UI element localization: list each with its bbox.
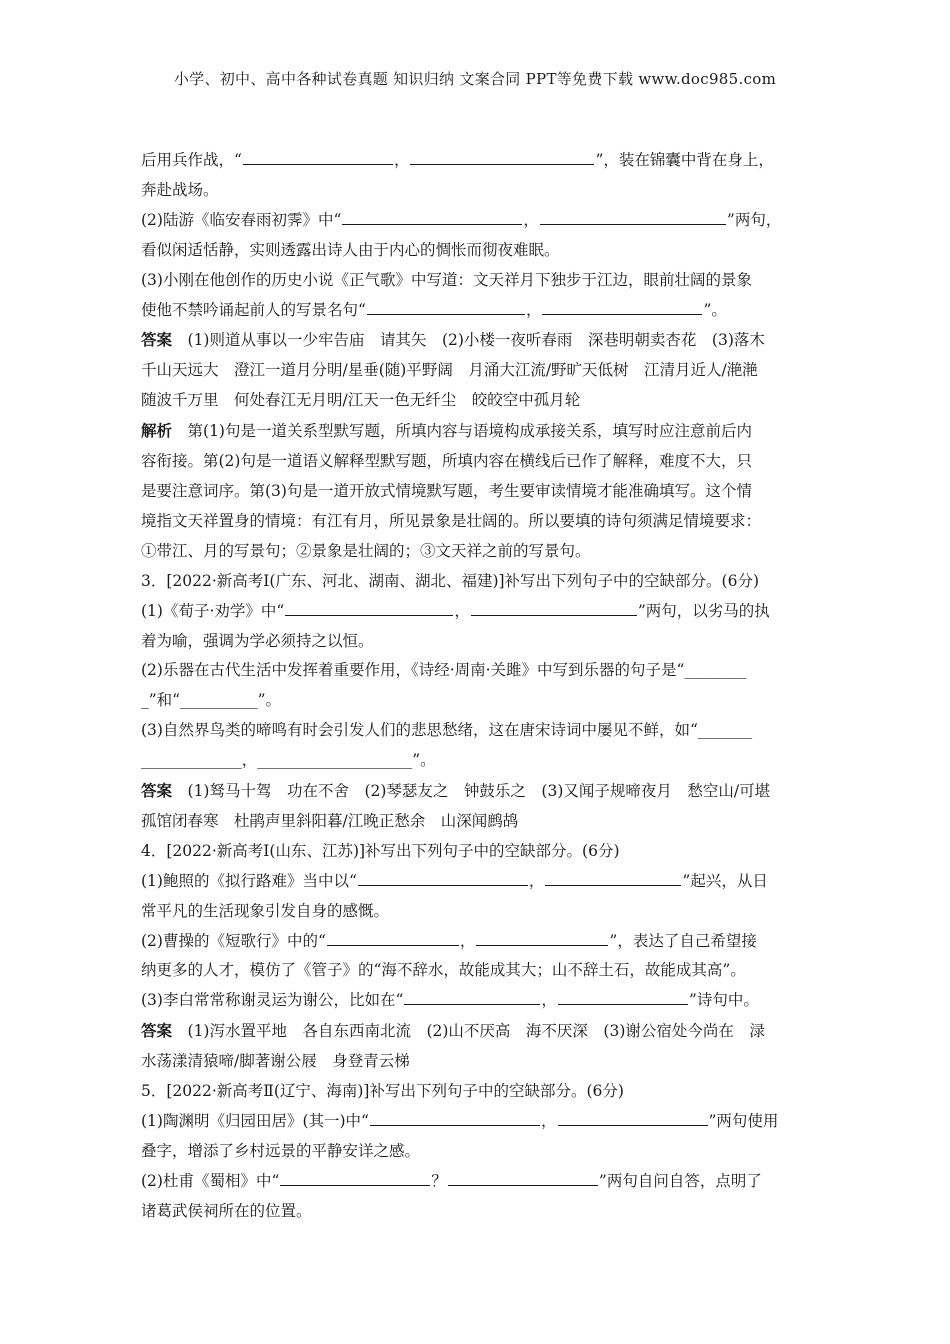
text-line: 叠字，增添了乡村远景的平静安详之感。 [141, 1141, 421, 1160]
text-line: 奔赴战场。 [141, 180, 219, 199]
page-header: 小学、初中、高中各种试卷真题 知识归纳 文案合同 PPT等免费下载 www.doc985.com [173, 70, 777, 88]
analysis-line: ①带江、月的写景句；②景象是壮阔的；③文天祥之前的写景句。 [141, 541, 591, 560]
analysis-label: 解析 [141, 421, 173, 441]
fill-blank [471, 599, 637, 616]
fill-blank [243, 148, 393, 165]
question-heading: 4．[2022·新高考Ⅰ(山东、江苏)]补写出下列句子中的空缺部分。(6分) [141, 841, 620, 860]
analysis-line: 境指文天祥置身的情境：有江有月，所见景象是壮阔的。所以要填的诗句须满足情境要求： [141, 511, 762, 530]
fill-blank [540, 208, 726, 225]
text-line: (1)陶渊明《归园田居》(其一)中“ ， ”两句使用 [141, 1107, 813, 1137]
text-line: 使他不禁吟诵起前人的写景名句“ ， ”。 [141, 296, 813, 326]
fill-blank [327, 929, 459, 946]
fill-blank [545, 869, 681, 886]
question-heading: 3．[2022·新高考Ⅰ(广东、河北、湖南、湖北、福建)]补写出下列句子中的空缺部分。(6分) [141, 571, 760, 590]
text-line: 纳更多的人才，模仿了《管子》的“海不辞水，故能成其大；山不辞土石，故能成其高”。 [141, 961, 746, 980]
text-line: (1)鲍照的《拟行路难》当中以“ ， ”起兴，从日 [141, 867, 813, 897]
text-line: (2)乐器在古代生活中发挥着重要作用，《诗经·周南·关雎》中写到乐器的句子是“________ [141, 661, 747, 680]
text-line: (3)李白常常称谢灵运为谢公，比如在“ ， ”诗句中。 [141, 986, 813, 1016]
answer-label: 答案 [141, 781, 173, 801]
answer-line: 孤馆闭春寒 杜鹃声里斜阳暮/江晚正愁余 山深闻鹧鸪 [141, 811, 519, 830]
text-line: _____________，____________________”。 [141, 751, 436, 770]
text-line: (3)小刚在他创作的历史小说《正气歌》中写道：文天祥月下独步于江边，眼前壮阔的景象 [141, 270, 752, 289]
text-line: 常平凡的生活现象引发自身的感慨。 [141, 901, 390, 920]
fill-blank [542, 298, 702, 315]
analysis-line: 容衔接。第(2)句是一道语义解释型默写题，所填内容在横线后已作了解释，难度不大，只 [141, 452, 752, 471]
fill-blank [370, 1109, 540, 1126]
answer-line: 答案 (1)则道从事以一少牢告庙 请其矢 (2)小楼一夜听春雨 深巷明朝卖杏花 (3)落木 [141, 330, 765, 350]
fill-blank [558, 1109, 708, 1126]
fill-blank [342, 208, 522, 225]
answer-line: 水荡漾清猿啼/脚著谢公屐 身登青云梯 [141, 1052, 410, 1071]
text-line: 着为喻，强调为学必须持之以恒。 [141, 631, 374, 650]
answer-line: 答案 (1)驽马十驾 功在不舍 (2)琴瑟友之 钟鼓乐之 (3)又闻子规啼夜月 愁空山/可堪 [141, 781, 771, 801]
fill-blank [285, 599, 453, 616]
fill-blank [367, 298, 525, 315]
text-line: 后用兵作战，“ ， ”，装在锦囊中背在身上， [141, 146, 813, 176]
fill-blank [410, 148, 594, 165]
text-line: (1)《荀子·劝学》中“ ， ”两句，以劣马的执 [141, 597, 813, 627]
answer-line: 千山天远大 澄江一道月分明/星垂(随)平野阔 月涌大江流/野旷天低树 江清月近人/滟滟 [141, 361, 758, 380]
fill-blank [280, 1169, 430, 1186]
answer-label: 答案 [141, 1021, 173, 1041]
analysis-line: 是要注意词序。第(3)句是一道开放式情境默写题，考生要审读情境才能准确填写。这个情 [141, 481, 752, 500]
text-line: (3)自然界鸟类的啼鸣有时会引发人们的悲思愁绪，这在唐宋诗词中屡见不鲜，如“_______ [141, 721, 753, 740]
text-line: 诸葛武侯祠所在的位置。 [141, 1201, 312, 1220]
question-heading: 5．[2022·新高考Ⅱ(辽宁、海南)]补写出下列句子中的空缺部分。(6分) [141, 1082, 624, 1101]
text-line: (2)杜甫《蜀相》中“ ？ ”两句自问自答，点明了 [141, 1167, 813, 1197]
fill-blank [404, 988, 540, 1005]
text-line: _”和“__________”。 [141, 691, 282, 710]
answer-line: 随波千万里 何处春江无月明/江天一色无纤尘 皎皎空中孤月轮 [141, 391, 581, 410]
text-line: (2)陆游《临安春雨初霁》中“ ， ”两句， [141, 206, 813, 236]
answer-label: 答案 [141, 330, 173, 350]
text-line: 看似闲适恬静，实则透露出诗人由于内心的惆怅而彻夜难眠。 [141, 240, 560, 259]
analysis-line: 解析 第(1)句是一道关系型默写题，所填内容与语境构成承接关系，填写时应注意前后内 [141, 421, 752, 441]
fill-blank [448, 1169, 598, 1186]
document-body [141, 146, 813, 1227]
fill-blank [558, 988, 688, 1005]
text-line: (2)曹操的《短歌行》中的“ ， ”，表达了自己希望接 [141, 927, 813, 957]
fill-blank [476, 929, 608, 946]
answer-line: 答案 (1)泻水置平地 各自东西南北流 (2)山不厌高 海不厌深 (3)谢公宿处今尚在 渌 [141, 1021, 765, 1041]
fill-blank [358, 869, 528, 886]
